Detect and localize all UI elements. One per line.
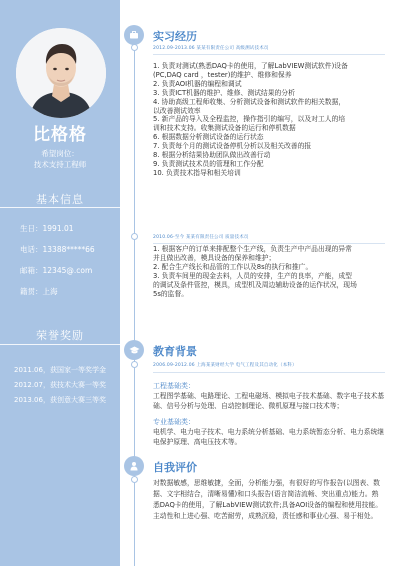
job-duties-list — [153, 62, 385, 178]
duty-item: 6. 根据数据分析测试设备的运行状态 — [153, 133, 264, 142]
duty-item: 5s的监督。 — [153, 289, 189, 298]
briefcase-icon — [124, 25, 144, 45]
duty-item: 5. 新产品的导入及全程监控，操作指引的编写，以及对工人的培 — [153, 115, 346, 124]
duty-item: 4. 协助高级工程师收集、分析测试设备和测试软件的相关数据， — [153, 97, 346, 106]
avatar — [16, 28, 106, 118]
education-subtitle: 2006.09-2012.06 上海某某财经大学 电气工程及其自动化（本科） — [153, 363, 297, 368]
desired-position — [0, 148, 120, 170]
job-divider — [153, 54, 385, 55]
location-info: 籍贯：上海 — [20, 287, 58, 296]
major-basics-label: 专业基础类： — [153, 418, 195, 426]
phone-info: 电话：13388*****66 — [20, 245, 95, 254]
duty-item: 9. 负责测试技术员的管理和工作分配 — [153, 159, 264, 168]
awards-divider — [0, 344, 120, 345]
job-subtitle: 2010.06-至今 某某有限责任公司 质量技术员 — [153, 235, 249, 240]
duty-item: 3. 负责车间里的现金去料，人员的安排，生产的良率，产能，成型 — [153, 271, 352, 280]
avatar-portrait-image — [16, 28, 106, 118]
education-title: 教育背景 — [153, 345, 197, 358]
self-evaluation-text: 对数据敏感，思维敏捷，全面，分析能力强，有很好的写作报告(以图表、数据、文字相结合，清晰易懂)和口头报告(语言简洁流畅、突出重点)能力。熟悉DAQ卡的使用，了解LabVIEW测试软件;具备AOI设备的编程和使用技能。主动性和上进心强、吃苦耐劳，成熟沉稳，责任感和事业心强、易于相处。 — [153, 479, 383, 520]
timeline-dot — [131, 361, 138, 368]
award-item: 2013.06，获创意大赛三等奖 — [14, 396, 106, 404]
education-divider — [153, 372, 385, 373]
engineering-basics-courses: 工程图学基础、电路理论、工程电磁场、模拟电子技术基础、数字电子技术基础、信号分析与处理、自动控制理论、微机原理与接口技术等； — [153, 392, 385, 410]
duty-item: 并且做出改善，模具设备的保养和维护； — [153, 253, 276, 262]
basic-info-title: 基本信息 — [36, 193, 84, 206]
timeline-dot — [131, 233, 138, 240]
duty-item: 2. 负责AOI机器的编程和调试 — [153, 79, 242, 88]
desired-position-value: 技术支持工程师 — [33, 160, 87, 169]
self-evaluation-title: 自我评价 — [153, 461, 197, 474]
duty-item: (PC,DAQ card ，tester)的维护、维修和保养 — [153, 70, 292, 79]
timeline-line — [134, 26, 135, 566]
job-subtitle: 2012.09-2013.06 某某有限责任公司 高级测试技术员 — [153, 46, 269, 51]
email-info: 邮箱：12345@.com — [20, 266, 93, 275]
award-item: 2011.06，获国家一等奖学金 — [14, 366, 106, 374]
basic-info-divider — [0, 207, 120, 208]
duty-item: 训和技术支持。收集测试设备的运行和停机数据 — [153, 124, 296, 133]
duty-item: 10. 负责技术指导和相关培训 — [153, 168, 241, 177]
job-divider — [153, 243, 385, 244]
duty-item: 以改善测试效率 — [153, 106, 201, 115]
duty-item: 1. 根据客户的订单来排配整个生产线，负责生产中产品出现的异常 — [153, 245, 352, 253]
desired-position-label: 希望岗位： — [41, 149, 79, 158]
award-item: 2012.07，获技术大赛一等奖 — [14, 381, 106, 389]
birth-info: 生日：1991.01 — [20, 224, 74, 233]
engineering-basics-label: 工程基础类： — [153, 382, 195, 390]
duty-item: 2. 配合生产线长和品管的工作以及8s的执行和推广。 — [153, 262, 313, 271]
timeline-dot — [131, 44, 138, 51]
job-duties-list — [153, 245, 385, 298]
timeline-dot — [131, 476, 138, 483]
graduation-cap-icon — [124, 340, 144, 360]
duty-item: 的调试及条件管控，模具，成型机及周边辅助设备的运作状况，现场 — [153, 280, 357, 289]
candidate-name: 比格格 — [33, 125, 87, 145]
duty-item: 3. 负责ICT机器的维护、维修、测试结果的分析 — [153, 88, 295, 97]
duty-item: 1. 负责对测试(熟悉DAQ卡的使用，了解LabVIEW测试软件)设备 — [153, 62, 348, 70]
sidebar — [0, 0, 120, 566]
duty-item: 8. 根据分析结果协助团队做出改善行动 — [153, 151, 271, 160]
duty-item: 7. 负责每个月的测试设备停机分析以及相关改善的报 — [153, 142, 312, 151]
major-basics-courses: 电机学、电力电子技术、电力系统分析基础、电力系统暂态分析、电力系统继电保护原理、高电压技术等。 — [153, 428, 385, 446]
awards-title: 荣誉奖励 — [36, 329, 84, 342]
experience-title: 实习经历 — [153, 30, 197, 43]
person-icon — [124, 456, 144, 476]
